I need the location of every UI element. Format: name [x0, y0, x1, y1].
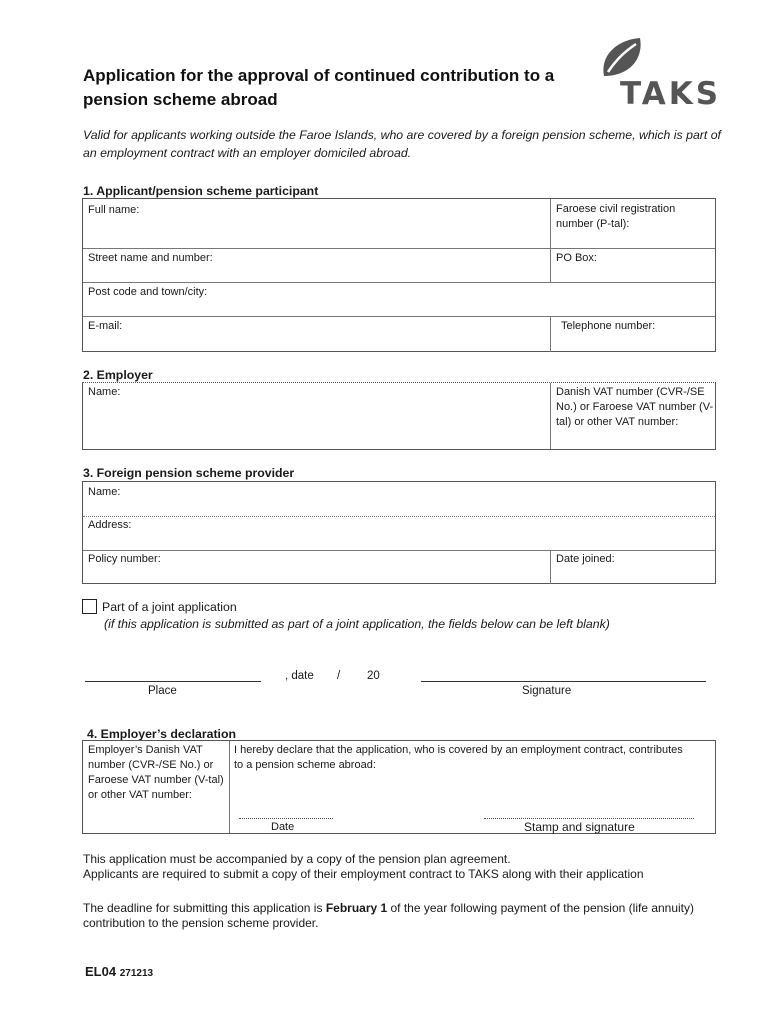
- signature-line[interactable]: [421, 681, 706, 682]
- section1-heading: 1. Applicant/pension scheme participant: [83, 184, 319, 198]
- policy-number-field[interactable]: Policy number:: [88, 553, 161, 565]
- signature-label: Signature: [522, 685, 572, 697]
- full-name-field[interactable]: Full name:: [88, 204, 140, 216]
- date-joined-field[interactable]: Date joined:: [556, 553, 615, 565]
- po-box-field[interactable]: PO Box:: [556, 252, 597, 264]
- provider-address-field[interactable]: Address:: [88, 519, 132, 531]
- employer-vat-declaration-field[interactable]: Employer’s Danish VAT number (CVR-/SE No.) or Faroese VAT number (V-tal) or other VAT number:: [88, 744, 224, 801]
- section3-heading: 3. Foreign pension scheme provider: [83, 466, 295, 480]
- employer-vat-field[interactable]: Danish VAT number (CVR-/SE No.) or Faroese VAT number (V-tal) or other VAT number:: [556, 386, 714, 428]
- place-line[interactable]: [85, 681, 261, 682]
- date-label: , date: [285, 670, 314, 682]
- form-code: [85, 964, 153, 979]
- p-tal-field[interactable]: Faroese civil registration number (P-tal):: [556, 203, 676, 230]
- employer-table: [82, 382, 716, 450]
- email-field[interactable]: E-mail:: [88, 320, 123, 332]
- street-field[interactable]: Street name and number:: [88, 252, 213, 264]
- applicant-table: [82, 198, 716, 352]
- joint-application-label: Part of a joint application: [102, 600, 237, 614]
- provider-table: [82, 481, 716, 584]
- telephone-field[interactable]: Telephone number:: [561, 320, 656, 332]
- deadline-text: [83, 901, 723, 931]
- deadline-date: February 1: [325, 901, 388, 915]
- stamp-signature-label: Stamp and signature: [524, 820, 635, 834]
- section2-heading: 2. Employer: [83, 368, 153, 382]
- taks-logo: [598, 36, 738, 112]
- year-prefix: 20: [367, 670, 380, 682]
- note-employment-contract: Applicants are required to submit a copy of their employment contract to TAKS along with their application: [83, 867, 644, 881]
- place-label: Place: [148, 685, 177, 697]
- form-number: 271213: [119, 968, 154, 979]
- note-plan-agreement: This application must be accompanied by a copy of the pension plan agreement.: [83, 852, 511, 866]
- provider-name-field[interactable]: Name:: [88, 486, 121, 498]
- leaf-icon: [598, 36, 648, 80]
- page-title: Application for the approval of continued contribution to a pension scheme abroad: [83, 66, 555, 109]
- employer-name-field[interactable]: Name:: [88, 386, 121, 398]
- stamp-signature-line[interactable]: [484, 818, 694, 819]
- declaration-date-label: Date: [271, 821, 295, 833]
- intro-text: Valid for applicants working outside the Faroe Islands, who are covered by a foreign pension scheme, which is part of an employment contract with an employer domiciled abroad.: [83, 128, 721, 160]
- joint-application-note: (if this application is submitted as part of a joint application, the fields below can be left blank): [104, 617, 610, 631]
- declaration-text: I hereby declare that the application, who is covered by an employment contract, contributes to a pension scheme abroad:: [234, 744, 683, 771]
- date-slash: /: [337, 670, 341, 682]
- deadline-pre: The deadline for submitting this application is: [83, 901, 326, 915]
- deadline-post: of the year following payment of the pension (life annuity) contribution to the pension scheme provider.: [83, 901, 695, 930]
- section4-heading: 4. Employer’s declaration: [87, 727, 236, 741]
- joint-application-checkbox[interactable]: [82, 599, 97, 614]
- postcode-field[interactable]: Post code and town/city:: [88, 286, 208, 298]
- declaration-date-line[interactable]: [239, 818, 333, 819]
- logo-text: TAKS: [620, 76, 722, 112]
- form-code-prefix: EL04: [85, 964, 117, 979]
- declaration-table: [82, 740, 716, 834]
